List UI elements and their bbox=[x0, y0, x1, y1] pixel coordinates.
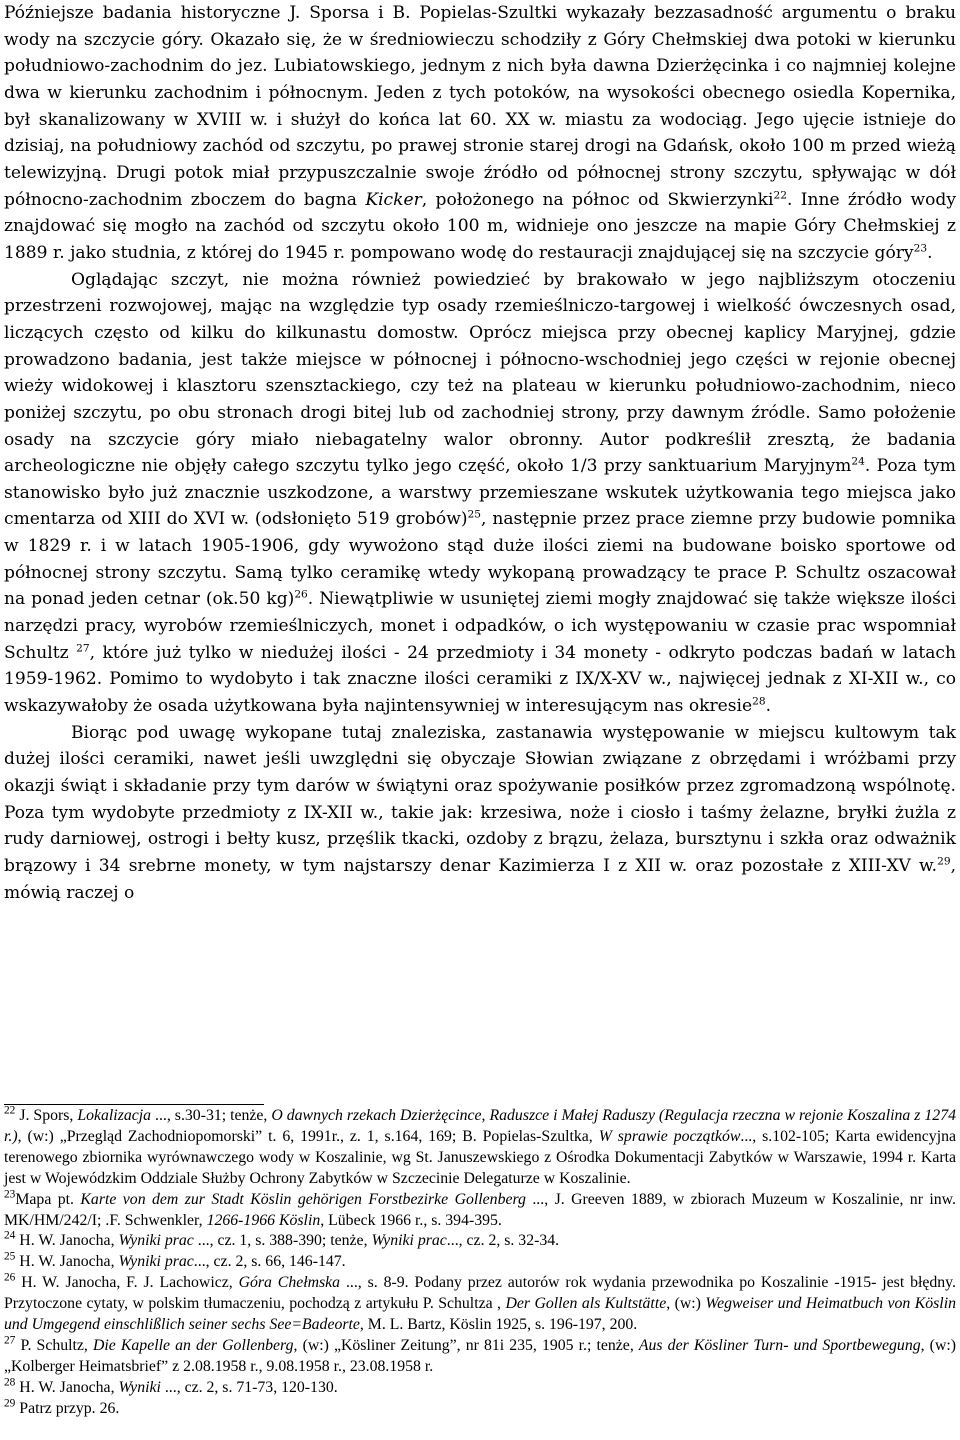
italic-title: 1266-1966 Köslin bbox=[206, 1211, 321, 1229]
italic-title: W sprawie początków bbox=[598, 1127, 741, 1145]
italic-title: Die Kapelle an der Gollenberg bbox=[92, 1336, 294, 1354]
footnote-ref: 26 bbox=[294, 588, 308, 601]
italic-title: O dawnych rzekach Dzierżęcince, Raduszce i Małej Raduszy (Regulacja rzeczna w rejonie Koszalina z 1274 r.) bbox=[4, 1107, 956, 1145]
text-run: . bbox=[765, 696, 772, 717]
text-run: H. W. Janocha, F. J. Lachowicz, bbox=[15, 1274, 239, 1292]
footnote bbox=[4, 1336, 956, 1378]
footnote bbox=[4, 1190, 956, 1232]
text-run: , które już tylko w niedużej ilości - 24 przedmioty i 34 monety - odkryto podczas badań w latach 1959-1962. Pomimo to wydobyto i tak znaczne ilości ceramiki z IX/X-XV w., najwięcej jednak z XI-XII w., co wskazywałoby że osada użytkowana była najintensywniej w interesującym nas okresie bbox=[4, 642, 957, 717]
text-run: ..., s.102-105; Karta ewidencyjna terenowego zbiornika wyrównawczego wody w Koszalinie, wg St. Januszewskiego z Ośrodka Dokumentacji Zabytków w Warszawie, 1994 r. Karta jest w Wojewódzkim Oddziale Służby Ochrony Zabytków w Szczecinie Delegaturze w Koszalinie. bbox=[4, 1127, 957, 1187]
italic-title: Karte von dem zur Stadt Köslin gehörigen Forstbezirke Gollenberg bbox=[80, 1190, 526, 1208]
footnote-ref: 27 bbox=[76, 642, 90, 655]
italic-title: Wyniki prac bbox=[371, 1232, 447, 1250]
footnote-number: 25 bbox=[4, 1251, 16, 1264]
footnote bbox=[4, 1252, 956, 1273]
footnote bbox=[4, 1273, 956, 1336]
text-run: J. Spors, bbox=[15, 1107, 78, 1124]
italic-title: Wyniki prac bbox=[118, 1232, 194, 1250]
text-run: ..., J. Greeven 1889, w zbiorach Muzeum w Koszalinie, nr inw. MK/HM/242/I; .F. Schwenkler, bbox=[4, 1190, 956, 1229]
main-text bbox=[4, 0, 956, 906]
italic-title: Góra Chełmska bbox=[238, 1274, 341, 1292]
footnote-number: 27 bbox=[4, 1334, 16, 1347]
text-run: H. W. Janocha, bbox=[15, 1378, 119, 1396]
paragraph bbox=[4, 0, 956, 267]
text-run: ..., cz. 2, s. 32-34. bbox=[446, 1232, 560, 1250]
text-run: . Poza tym stanowisko było już znacznie uszkodzone, a warstwy przemieszane wskutek użytkowania tego miejsca jako cmentarza od XIII do XVI w. (odsłonięto 519 grobów) bbox=[4, 456, 956, 530]
text-run: , Lübeck 1966 r., s. 394-395. bbox=[320, 1211, 502, 1229]
footnote-ref: 23 bbox=[913, 242, 928, 255]
italic-title: Wyniki bbox=[118, 1378, 161, 1396]
text-run: ..., cz. 2, s. 71-73, 120-130. bbox=[160, 1378, 338, 1396]
footnote-number: 26 bbox=[4, 1271, 16, 1284]
italic-title: Wyniki prac bbox=[118, 1253, 194, 1271]
document-page bbox=[4, 0, 956, 906]
italic-title: Kicker bbox=[365, 189, 422, 210]
footnote-number: 23 bbox=[4, 1188, 16, 1201]
footnote-ref: 22 bbox=[773, 188, 787, 201]
footnotes bbox=[4, 1106, 956, 1420]
text-run: , M. L. Bartz, Köslin 1925, s. 196-197, 200. bbox=[359, 1316, 638, 1334]
paragraph bbox=[4, 267, 956, 720]
footnote-number: 22 bbox=[4, 1104, 16, 1117]
text-run: ..., cz. 2, s. 66, 146-147. bbox=[193, 1253, 346, 1271]
text-run: . Inne źródło wody znajdować się mogło na zachód od szczytu około 100 m, widnieje ono jeszcze na mapie Góry Chełmskiej z 1889 r. jako studnia, z której do 1945 r. pompowano wodę do restauracji znajdującej się na szczycie góry bbox=[4, 189, 956, 263]
footnote-ref: 28 bbox=[752, 695, 766, 708]
paragraph bbox=[4, 720, 956, 907]
text-run: , (w:) „Kösliner Zeitung”, nr 81i 235, 1905 r.; tenże, bbox=[293, 1336, 639, 1354]
text-run: H. W. Janocha, bbox=[15, 1253, 119, 1271]
text-run: , mówią raczej o bbox=[4, 856, 956, 903]
italic-title: Wegweiser und Heimatbuch von Köslin und Umgegend einschlißlich seiner sechs See=Badeorte bbox=[4, 1295, 956, 1334]
text-run: ..., s.30-31; tenże, bbox=[151, 1107, 272, 1124]
footnote-ref: 25 bbox=[467, 508, 482, 521]
text-run: ..., cz. 1, s. 388-390; tenże, bbox=[193, 1232, 372, 1250]
text-run: . Niewątpliwie w usuniętej ziemi mogły znajdować się także większe ilości narzędzi pracy, wyrobów rzemieślniczych, monet i odpadków, o ich występowaniu w czasie prac wspomniał Schultz bbox=[4, 589, 956, 663]
text-run: , położonego na północ od Skwierzynki bbox=[421, 189, 774, 210]
footnote-number: 28 bbox=[4, 1376, 16, 1389]
text-run: P. Schultz, bbox=[15, 1336, 93, 1354]
text-run: Biorąc pod uwagę wykopane tutaj znaleziska, zastanawia występowanie w miejscu kultowym tak dużej ilości ceramiki, nawet jeśli uwzględni się obyczaje Słowian związane z obrzędami i wróżbami przy okazji świąt i składanie przy tym darów w świątyni oraz spożywanie posiłków przez zgromadzoną wspólnotę. Poza tym wydobyte przedmioty z IX-XII w., takie jak: krzesiwa, noże i ciosło i taśmy żelazne, bryłki żużla z rudy darniowej, ostrogi i bełty kusz, przęślik tkacki, ozdoby z brązu, żelaza, bursztynu i szkła oraz odważnik brązowy i 34 srebrne monety, w tym najstarszy denar Kazimierza I z XII w. oraz pozostałe z XIII-XV w. bbox=[4, 722, 956, 876]
text-run: , (w:) „Kolberger Heimatsbrief” z 2.08.1958 r., 9.08.1958 r., 23.08.1958 r. bbox=[4, 1336, 957, 1375]
italic-title: Der Gollen als Kultstätte bbox=[505, 1295, 667, 1313]
text-run: Patrz przyp. 26. bbox=[15, 1399, 120, 1417]
text-run: , (w:) bbox=[666, 1295, 706, 1313]
text-run: Oglądając szczyt, nie można również powiedzieć by brakowało w jego najbliższym otoczeniu przestrzeni rozwojowej, mając na względzie typ osady rzemieślniczo-targowej i wielkość ówczesnych osad, liczących często od kilku do kilkunastu domostw. Oprócz miejsca przy obecnej kaplicy Maryjnej, gdzie prowadzono badania, jest także miejsce w północnej i północno-wschodniej jego części w rejonie obecnej wieży widokowej i klasztoru szensztackiego, czy też na plateau w kierunku południowo-zachodnim, nieco poniżej szczytu, po obu stronach drogi bitej lub od zachodniej strony, przy dawnym źródle. Samo położenie osady na szczycie góry miało niebagatelny walor obronny. Autor podkreślił zresztą, że badania archeologiczne nie objęły całego szczytu tylko jego część, około 1/3 przy sanktuarium Maryjnym bbox=[4, 269, 956, 477]
footnote bbox=[4, 1399, 956, 1420]
footnote bbox=[4, 1378, 956, 1399]
text-run: Późniejsze badania historyczne J. Sporsa i B. Popielas-Szultki wykazały bezzasadność argumentu o braku wody na szczycie góry. Okazało się, że w średniowieczu schodziły z Góry Chełmskiej dwa potoki w kierunku południowo-zachodnim do jez. Lubiatowskiego, jednym z nich była dawna Dzierżęcinka i co najmniej kolejne dwa w kierunku zachodnim i północnym. Jeden z tych potoków, na wysokości obecnego osiedla Kopernika, był skanalizowany w XVIII w. i służył do końca lat 60. XX w. miastu za wodociąg. Jego ujęcie istnieje do dzisiaj, na południowy zachód od szczytu, po prawej stronie starej drogi na Gdańsk, około 100 m przed wieżą telewizyjną. Drugi potok miał przypuszczalnie swoje źródło od północnej strony szczytu, spływając w dół północno-zachodnim zboczem do bagna bbox=[4, 3, 956, 210]
footnote-number: 24 bbox=[4, 1230, 16, 1243]
italic-title: Aus der Kösliner Turn- und Sportbewegung bbox=[638, 1336, 921, 1354]
text-run: , następnie przez prace ziemne przy budowie pomnika w 1829 r. i w latach 1905-1906, gdy wywożono stąd duże ilości ziemi na budowane boisko sportowe od północnej strony szczytu. Samą tylko ceramikę wtedy wykopaną prowadzący te prace P. Schultz oszacował na ponad jeden cetnar (ok.50 kg) bbox=[4, 509, 957, 610]
text-run: ..., s. 8-9. Podany przez autorów rok wydania przewodnika po Koszalinie -1915- jest błędny. Przytoczone cytaty, w polskim tłumaczeniu, pochodzą z artykułu P. Schultza , bbox=[4, 1274, 956, 1313]
text-run: , (w:) „Przegląd Zachodniopomorski” t. 6, 1991r., z. 1, s.164, 169; B. Popielas-Szultka, bbox=[17, 1127, 599, 1145]
footnote-number: 29 bbox=[4, 1397, 16, 1410]
footnote-separator bbox=[4, 1104, 264, 1105]
text-run: Mapa pt. bbox=[15, 1190, 81, 1208]
footnote bbox=[4, 1231, 956, 1252]
italic-title: Lokalizacja bbox=[77, 1107, 152, 1124]
footnote bbox=[4, 1106, 956, 1190]
text-run: H. W. Janocha, bbox=[15, 1232, 119, 1250]
footnote-ref: 29 bbox=[937, 855, 951, 868]
footnote-ref: 24 bbox=[851, 455, 865, 468]
text-run: . bbox=[927, 242, 933, 263]
